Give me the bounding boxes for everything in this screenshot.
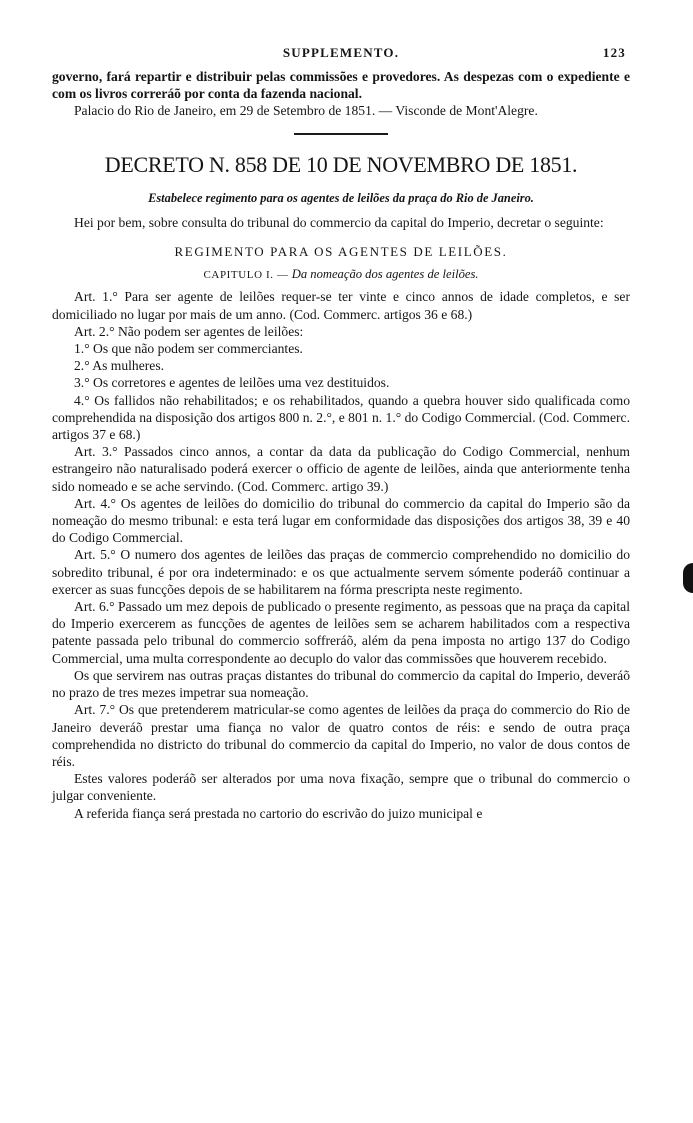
article-6-continuation: Os que servirem nas outras praças distantes do tribunal do commercio da capital do Imperio, deveráõ no prazo de tres mezes impetrar sua nomeação. [52, 667, 630, 701]
article-2-item: 2.° As mulheres. [74, 358, 165, 374]
article-7-continuation: A referida fiança será prestada no cartorio do escrivão do juizo municipal e [74, 805, 483, 821]
page-number: 123 [602, 45, 626, 60]
article-2-item: 4.° Os fallidos não rehabilitados; e os rehabilitados, quando a quebra houver sido qualificada como comprehendida na disposição dos artigos 800 n. 2.°, e 801 n. 1.° do Codigo Commercial. (Cod. Commerc. artigos 37 e 68.) [52, 392, 630, 443]
regulation-title: REGIMENTO PARA OS AGENTES DE LEILÕES. [174, 244, 508, 260]
article-2-item: 1.° Os que não podem ser commerciantes. [74, 341, 303, 357]
article-5: Art. 5.° O numero dos agentes de leilões das praças de commercio comprehendido no domicilio do sobredito tribunal, é por ora indeterminado: e os que actualmente servem sómente poderáõ continuar a exercer as suas funcções depois de se habilitarem na fórma prescripta neste regimento. [52, 547, 630, 597]
article-7-continuation: Estes valores poderáõ ser alterados por uma nova fixação, sempre que o tribunal do commercio o julgar conveniente. [52, 771, 630, 804]
article-6: Art. 6.° Passado um mez depois de publicado o presente regimento, as pessoas que na praça da capital do Imperio exercerem as funcções de agentes de leilões sem se acharem habilitados com a respectiva patente passada pelo tribunal do commercio soffreráõ, além da pena imposta no artigo 137 do Codigo Commercial, uma multa correspondente ao decuplo do valor das commissões que houverem recebido. [52, 599, 630, 666]
article-7: Art. 7.° Os que pretenderem matricular-se como agentes de leilões da praça do commercio do Rio de Janeiro deveráõ prestar uma fiança no valor de quatro contos de réis: e sendo de outra praça comprehendida no districto do tribunal do commercio da capital do Imperio, no valor de dous contos de réis. [52, 702, 630, 769]
section-divider [294, 133, 388, 135]
running-head [52, 44, 630, 68]
chapter-heading [52, 266, 630, 284]
intro-paragraph: governo, fará repartir e distribuir pelas commissões e provedores. As despezas com o expediente e com os livros correráõ por conta da fazenda nacional. [52, 69, 630, 102]
article-4: Art. 4.° Os agentes de leilões do domicilio do tribunal do commercio da capital do Imperio são da nomeação do mesmo tribunal: e esta terá lugar em conformidade das disposições dos artigos 38, 39 e 40 do Codigo Commercial. [52, 495, 630, 546]
signature-paragraph: Palacio do Rio de Janeiro, em 29 de Setembro de 1851. — Visconde de Mont'Alegre. [74, 103, 538, 119]
chapter-label: CAPITULO I. — [203, 269, 289, 282]
decree-opening: Hei por bem, sobre consulta do tribunal do commercio da capital do Imperio, decretar o seguinte: [74, 214, 604, 230]
article-3: Art. 3.° Passados cinco annos, a contar da data da publicação do Codigo Commercial, nenhum estrangeiro não naturalisado poderá exercer o officio de agente de leilões, ainda que anteriormente tenha sido nomeado e se ache servindo. (Cod. Commerc. artigo 39.) [52, 444, 630, 494]
article-1: Art. 1.° Para ser agente de leilões requer-se ter vinte e cinco annos de idade completos, e ser domiciliado no lugar por mais de um anno. (Cod. Commerc. artigos 36 e 68.) [52, 289, 630, 322]
decree-title: DECRETO N. 858 DE 10 DE NOVEMBRO DE 1851. [104, 151, 578, 177]
document-page [52, 44, 630, 822]
article-2-item: 3.° Os corretores e agentes de leilões uma vez destituidos. [74, 375, 390, 391]
decree-summary: Estabelece regimento para os agentes de leilões da praça do Rio de Janeiro. [148, 190, 534, 205]
page-edge-mark [683, 563, 693, 593]
article-2: Art. 2.° Não podem ser agentes de leilões: [74, 323, 304, 339]
running-title: SUPPLEMENTO. [282, 45, 400, 60]
chapter-title: Da nomeação dos agentes de leilões. [291, 267, 479, 282]
